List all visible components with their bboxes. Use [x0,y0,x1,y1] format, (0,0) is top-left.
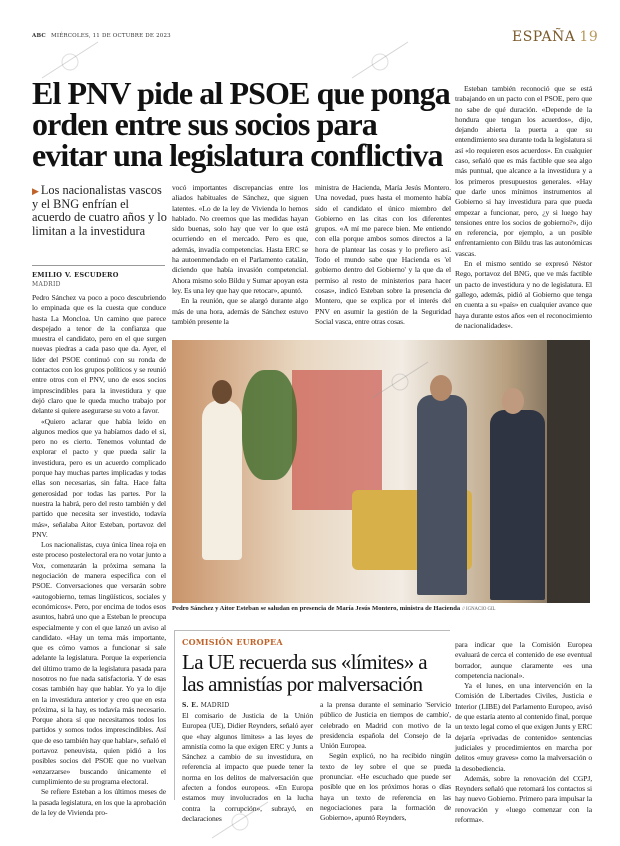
paragraph: Se refiere Esteban a los últimos meses de la pasada legislatura, en los que la aprobación de la ley de Vivienda pro- [32,787,166,817]
divider [32,265,165,266]
sidebar-top-rule [174,630,450,631]
photo-backdrop-panel [292,370,382,510]
page-number: 19 [579,29,599,45]
caption-text: Pedro Sánchez y Aitor Esteban se saludan en presencia de María Jesús Montero, ministra de Hacienda [172,605,461,612]
issue-date: MIÉRCOLES, 11 DE OCTUBRE DE 2023 [51,33,171,39]
paragraph: a la prensa durante el seminario 'Servicio público de Justicia en tiempos de cambio', celebrado en Madrid con motivo de la presidencia española del Consejo de la Unión Europea. [320,700,451,751]
person-head [212,380,232,404]
paragraph: Los nacionalistas, cuya única línea roja en este proceso postelectoral era no votar junto a Vox, comenzarán la próxima semana la negociación de manera específica con el PSOE. Conversaciones que versarán sobre «autogobierno, temas lingüísticos, sociales y económicos». Pero, por encima de todos esos asuntos, habrá uno que a Esteban le preocupa especialmente y con el que lanzó un aviso al candidato. «Hay un tema más importante, que es cómo vamos a funcionar si sale adelante la legislatura. Porque la experiencia del último tramo de la legislatura pasada para nosotros no fue nada satisfactoria. Y de esas cosas también hay que hablar. Yo ya lo dije en la investidura anterior y creo que en esta próxima, si la hay, es todavía más necesario. Porque ahora sí que necesitamos todos los partidos y somos todos imprescindibles. Así que de eso también hay que hablar», señaló el portavoz peneuvista, quien pidió a los posibles socios del PSOE que no vuelvan «enzarzarse» buscando únicamente el cumplimiento de su programa electoral. [32,540,166,786]
sidebar-city: MADRID [200,702,230,709]
article-column-3 [315,183,451,327]
photo-credit: // IGNACIO GIL [462,607,496,612]
person-head [430,375,452,401]
article-column-1 [32,293,166,818]
sidebar-headline: La UE recuerda sus «límites» a las amnistías por malversación [182,650,427,696]
paragraph: Ya el lunes, en una intervención en la Comisión de Libertades Civiles, Justicia e Interior (LIBE) del Parlamento Europeo, avisó de que estaría atento al contenido final, porque un texto legal como el que exigen Junts y ERC dejaría «privadas de contenido» sentencias judiciales y procedimientos en marcha por delitos «muy graves» como la malversación o la desobediencia. [455,681,592,773]
abc-watermark-icon [210,800,270,840]
article-column-4 [455,84,592,331]
person-head [502,388,524,414]
abc-watermark-icon [40,40,100,80]
paragraph: para indicar que la Comisión Europea evaluará de cerca el contenido de ese eventual borrador, aunque claramente «es una competencia nacional». [455,640,592,680]
bookshelf [547,340,590,603]
paragraph: Además, sobre la renovación del CGPJ, Reynders señaló que retomará los contactos si hay nuevo Gobierno. Primero para impulsar la renovación y «luego comenzar con la reforma». [455,773,592,825]
paragraph: Según explicó, no ha recibido ningún texto de ley sobre el que se pueda pronunciar. «He escuchado que puede ser posible que en los próximos horas o días haya un texto de referencia en las negociaciones para la formación de Gobierno», apuntó Reynders, [320,751,451,823]
abc-watermark-icon [350,40,410,80]
byline-city: MADRID [32,281,61,288]
paragraph: vocó importantes discrepancias entre los aliados habituales de Sánchez, que siguen latentes. «Lo de la ley de Vivienda lo hemos hablado. No creemos que las medidas hayan sido buenas, solo hay que ver lo que está ocurriendo en el mercado. Pero es que, además, invadía competencias. Hasta ERC se ha autoenmendado en el Parlamento catalán, diciendo que había invasión competencial. Ahora mismo solo Bildu y Sumar apoyan esta ley. Es una ley que hay que retocar», apuntó. [172,183,308,295]
abc-watermark-icon [370,360,430,400]
headline: El PNV pide al PSOE que ponga orden entre sus socios para evitar una legislatura conflictiva [32,75,450,173]
sidebar-column-2 [320,700,451,824]
section-name: ESPAÑA [512,29,576,45]
paragraph: En la reunión, que se alargó durante algo más de una hora, además de Sánchez estuvo también presente la [172,296,308,326]
paragraph: ministra de Hacienda, María Jesús Montero. Una novedad, pues hasta el momento había sido el candidato el único miembro del Gobierno en las citas con los diferentes grupos. «A mí me parece bien. Me entiendo con ella porque ambos somos directos a la hora de plantear las cosas y lo prefiero así. Todo el mundo sabe que Hacienda es 'el gobierno dentro del Gobierno' y la que da el permiso al resto de ministerios para hacer cosas», indicó Esteban sobre la presencia de Montero, que se explica por el interés del PNV en asumir la gestión de la Seguridad Social vasca, entre otras cosas. [315,183,451,326]
sidebar-author: S. E. [182,702,199,709]
subheadline [32,184,168,238]
page-header [32,33,171,39]
subheadline-text: Los nacionalistas vascos y el BNG enfrían el acuerdo de cuatro años y lo limitan a la investidura [32,183,167,238]
sidebar-column-3 [455,640,592,825]
paragraph: El comisario de Justicia de la Unión Europea (UE), Didier Reynders, señaló ayer que «hay algunos límites» a las leyes de amnistía como la que exigen ERC y Junts a Sánchez a cambio de su investidura, en referencia al impacto que puede tener la norma en los delitos de malversación que afecten a fondos europeos. «En Europa estamos muy involucrados en la lucha contra la corrupción», subrayó, en declaraciones [182,711,313,823]
paragraph: Pedro Sánchez va poco a poco descubriendo lo empinada que es la cuesta que conduce hasta La Moncloa. Un camino que parece despejado a tenor de la confianza que muestra el candidato, pero en el que surgen nuevas piedras a cada paso que da. Ayer, el líder del PSOE continuó con su ronda de contactos con los grupos políticos y se reunió entre otros con el PNV, uno de esos socios imprescindibles para la investidura y que dejó claro que le queda mucho trabajo por delante si quiere asegurarse su voto a favor. [32,293,166,416]
sidebar-left-rule [174,630,175,800]
triangle-bullet-icon: ▶ [32,186,39,196]
paragraph: En el mismo sentido se expresó Néstor Rego, portavoz del BNG, que ve más factible un pacto de investidura y no de legislatura. El gallego, además, pidió al Gobierno que tenga en cuenta a su «país» en cualquier avance que haya durante estos años «en el reconocimiento de nacionalidades». [455,259,592,330]
paragraph: Esteban también reconoció que se está trabajando en un pacto con el PSOE, pero que no sabe de qué duración. «Depende de la hondura que tengan los acuerdos», dijo, dejando abierta la puerta a que su entendimiento sea durante toda la legislatura si así «lo requieren esos acuerdos». En cualquier caso, señaló que es más factible que sea algo más puntual, que alcance a la investidura y a los primeros presupuestos generales. «Hay que darle unos mínimos instrumentos al Gobierno si hay investidura para que pueda empezar a funcionar, pero, ¿y si luego hay tensiones entre los socios de gobierno?», dijo en referencia, por ejemplo, a un posible enfrentamiento con Bildu tras las autonómicas vascas. [455,84,592,258]
plant [242,370,297,480]
photo-caption [172,605,612,612]
person-esteban [490,410,545,600]
sidebar-byline [182,702,229,709]
article-column-2 [172,183,308,327]
brand: ABC [32,33,46,39]
sidebar-kicker: COMISIÓN EUROPEA [182,637,283,647]
person-montero [202,400,242,560]
person-sanchez [417,395,467,595]
byline-author: EMILIO V. ESCUDERO [32,271,119,279]
paragraph: «Quiero aclarar que había leído en algunos medios que ya habíamos dado el sí, pero no es cierto. Tenemos voluntad de explorar el pacto y que pueda salir la investidura, pero es un acuerdo complicado porque hay muchas partes implicadas y todas ellas son necesarias, sin falta. Hace falta generosidad por todas las partes. Por la nuestra la habrá, pero del resto también y del partido que necesita ser investido, todavía más», señalaba Aitor Esteban, portavoz del PNV. [32,416,166,539]
section-label [512,29,598,45]
